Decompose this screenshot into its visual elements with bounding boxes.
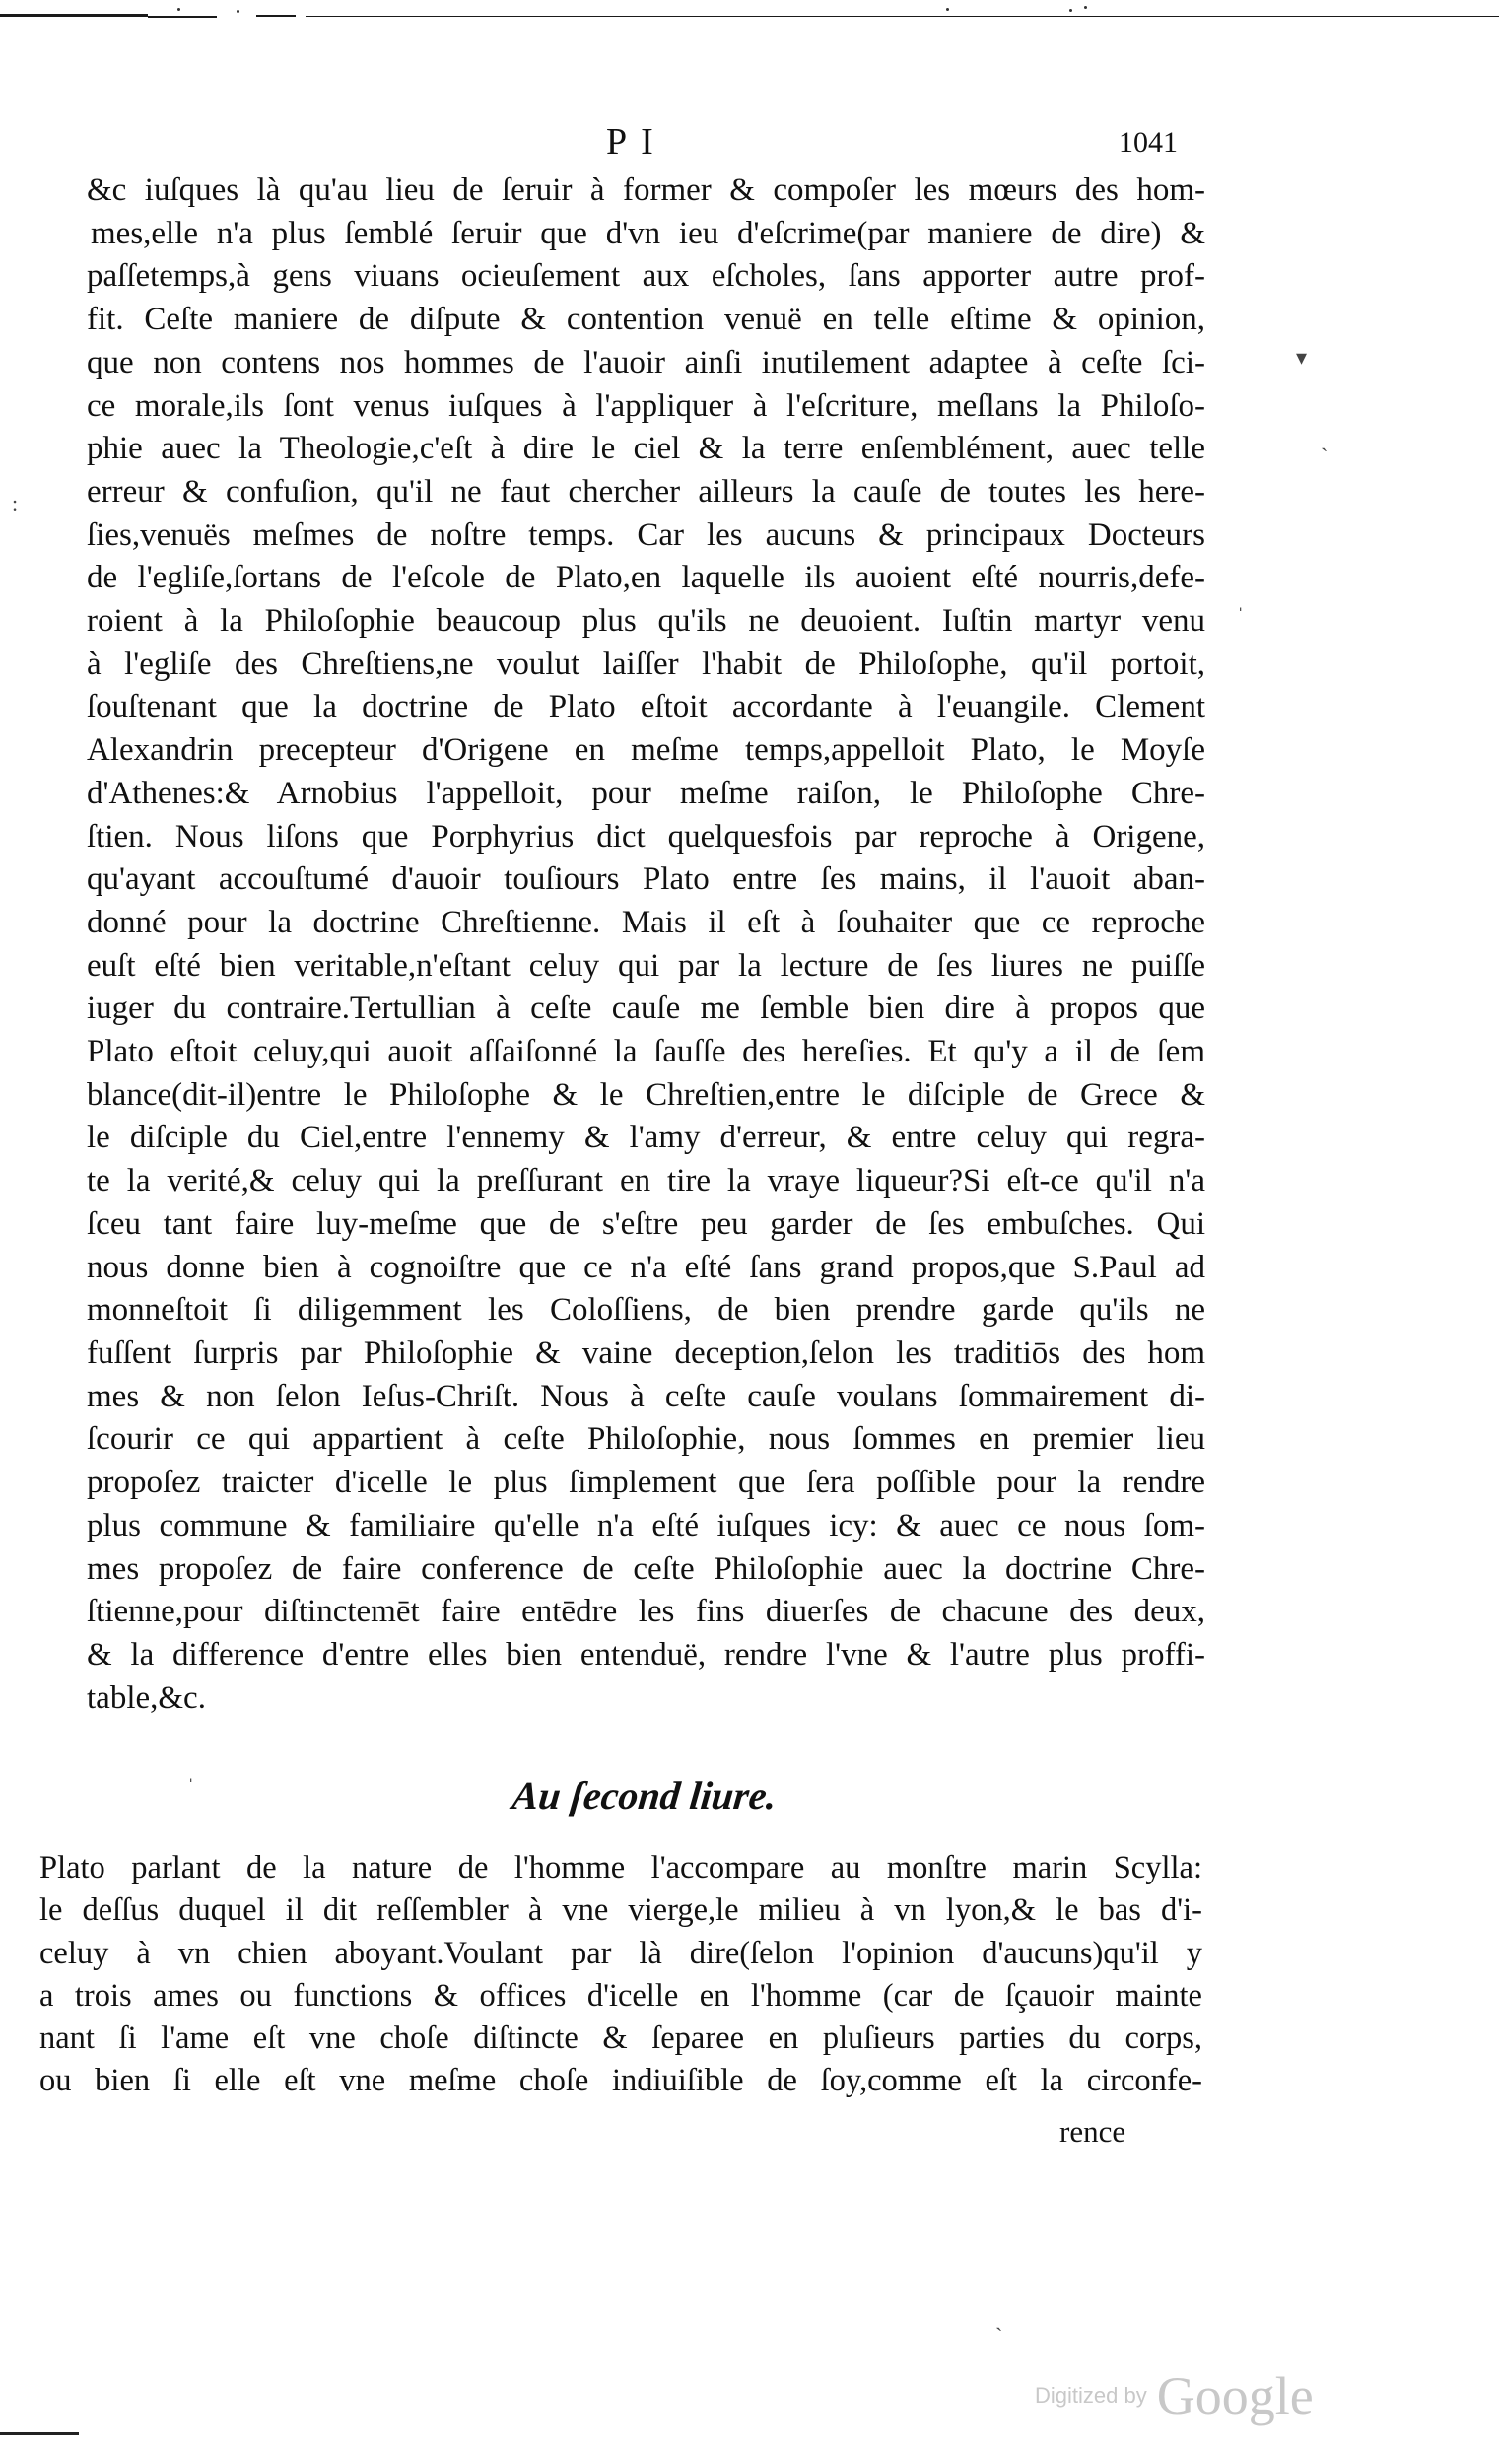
text-line: ou bien ſi elle eſt vne meſme choſe indiuiſible de ſoy,comme eſt la circonfe- — [39, 2063, 1202, 2099]
text-line: ſceu tant faire luy-meſme que de s'eſtre peu garder de ſes embuſches. Qui — [87, 1205, 1205, 1242]
bottom-printed-rule — [0, 2432, 79, 2435]
watermark-prefix: Digitized by — [1035, 2383, 1147, 2408]
margin-speck: ▾ — [1296, 345, 1308, 370]
digitized-by-google-watermark — [1035, 2365, 1314, 2425]
text-line: table,&c. — [87, 1679, 206, 1716]
main-text-block — [87, 170, 1205, 1720]
text-line: phie auec la Theologie,c'eſt à dire le ciel & la terre enſemblément, auec telle — [87, 431, 1205, 467]
text-line: te la verité,& celuy qui la preſſurant en tire la vraye liqueur?Si eſt-ce qu'il n'a — [87, 1163, 1205, 1199]
text-line: mes propoſez de faire conference de ceſte Philoſophie auec la doctrine Chre- — [87, 1550, 1205, 1587]
text-line: Plato parlant de la nature de l'homme l'accompare au monſtre marin Scylla: — [39, 1850, 1202, 1885]
margin-speck: ˈ — [187, 1774, 195, 1799]
margin-speck: ˏ — [995, 2306, 1003, 2331]
text-line: ſies,venuës meſmes de noſtre temps. Car les aucuns & principaux Docteurs — [87, 516, 1205, 553]
google-wordmark: Google — [1156, 2366, 1314, 2426]
running-head — [0, 120, 1499, 170]
text-line: le deſſus duquel il dit reſſembler à vne vierge,le milieu à vn lyon,& le bas d'i- — [39, 1892, 1202, 1929]
text-line: d'Athenes:& Arnobius l'appelloit, pour meſme raiſon, le Philoſophe Chre- — [87, 775, 1205, 811]
text-line: ſtienne,pour diſtinctemēt faire entēdre les fins diuerſes de chacune des deux, — [87, 1594, 1205, 1630]
text-line: donné pour la doctrine Chreſtienne. Mais il eſt à ſouhaiter que ce reproche — [87, 904, 1205, 940]
text-line: ſcourir ce qui appartient à ceſte Philoſophie, nous ſommes en premier lieu — [87, 1421, 1205, 1458]
text-line: plus commune & familiaire qu'elle n'a eſté iuſques icy: & auec ce nous ſom- — [87, 1507, 1205, 1543]
running-head-title: PI — [606, 121, 667, 163]
text-line: propoſez traicter d'icelle le plus ſimplement que ſera poſſible pour la rendre — [87, 1465, 1205, 1501]
text-line: à l'egliſe des Chreſtiens,ne voulut laiſſer l'habit de Philoſophe, qu'il portoit, — [87, 646, 1205, 682]
text-line: mes & non ſelon Ieſus-Chriſt. Nous à ceſte cauſe voulans ſommairement di- — [87, 1378, 1205, 1414]
text-line: celuy à vn chien aboyant.Voulant par là dire(ſelon l'opinion d'aucuns)qu'il y — [39, 1935, 1202, 1971]
text-line: iuger du contraire.Tertullian à ceſte cauſe me ſemble bien dire à propos que — [87, 991, 1205, 1027]
text-line: Alexandrin precepteur d'Origene en meſme temps,appelloit Plato, le Moyſe — [87, 732, 1205, 769]
text-line: fit. Ceſte maniere de diſpute & contention venuë en telle eſtime & opinion, — [87, 302, 1205, 338]
text-line: de l'egliſe,ſortans de l'eſcole de Plato,en laquelle ils auoient eſté nourris,defe- — [87, 560, 1205, 596]
text-line: nant ſi l'ame eſt vne choſe diſtincte & ſeparee en pluſieurs parties du corps, — [39, 2020, 1202, 2057]
section-heading: Au ſecond liure. — [510, 1773, 780, 1817]
text-line: ſouſtenant que la doctrine de Plato eſtoit accordante à l'euangile. Clement — [87, 689, 1205, 725]
text-line: le diſciple du Ciel,entre l'ennemy & l'amy d'erreur, & entre celuy qui regra- — [87, 1120, 1205, 1156]
text-line: ce morale,ils ſont venus iuſques à l'appliquer à l'eſcriture, meſlans la Philoſo- — [87, 387, 1205, 424]
text-line: roient à la Philoſophie beaucoup plus qu'ils ne deuoient. Iuſtin martyr venu — [87, 603, 1205, 640]
text-line: paſſetemps,à gens viuans ocieuſement aux eſcholes, ſans apporter autre prof- — [87, 258, 1205, 295]
margin-speck: : — [12, 491, 19, 515]
text-line: a trois ames ou functions & offices d'icelle en l'homme (car de ſçauoir mainte — [39, 1977, 1202, 2014]
top-printed-rule — [0, 14, 1499, 18]
text-line: mes,elle n'a plus ſemblé ſeruir que d'vn ieu d'eſcrime(par maniere de dire) & — [91, 215, 1205, 251]
text-line: fuſſent ſurpris par Philoſophie & vaine deception,ſelon les traditiōs des hom — [87, 1335, 1205, 1371]
catchword: rence — [1059, 2114, 1126, 2149]
text-line: qu'ayant accouſtumé d'auoir touſiours Plato entre ſes mains, il l'auoit aban- — [87, 861, 1205, 898]
text-line: que non contens nos hommes de l'auoir ainſi inutilement adaptee à ceſte ſci- — [87, 344, 1205, 380]
text-line: & la difference d'entre elles bien entenduë, rendre l'vne & l'autre plus proffi- — [87, 1636, 1205, 1673]
text-line: monneſtoit ſi diligemment les Coloſſiens, de bien prendre garde qu'ils ne — [87, 1292, 1205, 1329]
text-line: Plato eſtoit celuy,qui auoit aſſaiſonné la ſauſſe des hereſies. Et qu'y a il de ſem — [87, 1034, 1205, 1070]
text-line: &c iuſques là qu'au lieu de ſeruir à former & compoſer les mœurs des hom- — [87, 172, 1205, 208]
page-number: 1041 — [1119, 126, 1178, 159]
text-line: ſtien. Nous liſons que Porphyrius dict quelquesfois par reproche à Origene, — [87, 818, 1205, 855]
text-line: blance(dit-il)entre le Philoſophe & le Chreſtien,entre le diſciple de Grece & — [87, 1076, 1205, 1113]
second-section-text — [39, 1847, 1202, 2103]
margin-speck: ˈ — [1237, 603, 1245, 628]
text-line: nous donne bien à cognoiſtre que ce n'a eſté ſans grand propos,que S.Paul ad — [87, 1249, 1205, 1285]
text-line: euſt eſté bien veritable,n'eſtant celuy qui par la lecture de ſes liures ne puiſſe — [87, 947, 1205, 984]
margin-speck: ˋ — [1321, 444, 1329, 468]
text-line: erreur & confuſion, qu'il ne faut chercher ailleurs la cauſe de toutes les here- — [87, 473, 1205, 510]
